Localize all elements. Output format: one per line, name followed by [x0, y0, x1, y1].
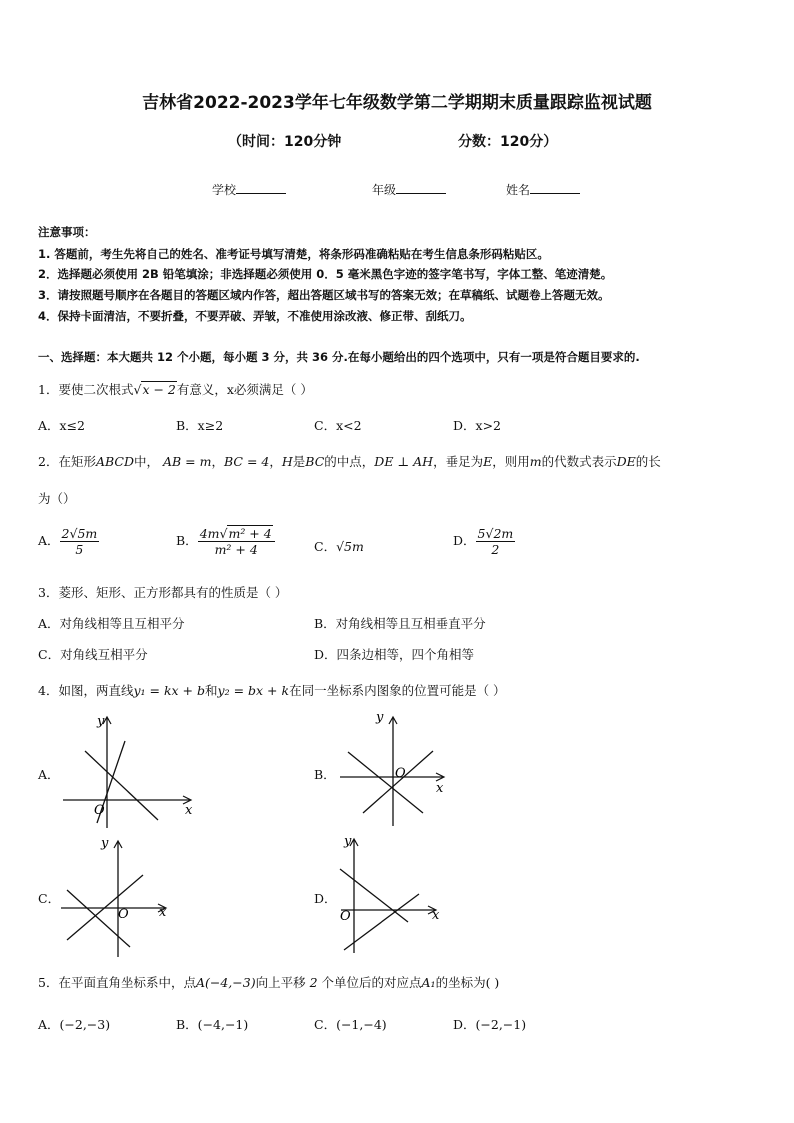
origin-label: O — [118, 907, 129, 922]
question-5: 5．在平面直角坐标系中，点A(−4,−3)向上平移 2 个单位后的对应点A₁的坐标为( ) — [38, 975, 500, 990]
q3-option-b[interactable]: B．对角线相等且互相垂直平分 — [314, 616, 486, 631]
graph-c[interactable] — [55, 832, 180, 960]
q1-option-b[interactable]: B．x≥2 — [176, 418, 224, 433]
question-3: 3．菱形、矩形、正方形都具有的性质是（ ） — [38, 585, 288, 600]
x-label: x — [159, 905, 167, 920]
x-label: x — [432, 908, 440, 923]
y-label: y — [101, 836, 109, 851]
question-2: 2．在矩形ABCD中， AB = m，BC = 4，H是BC的中点，DE ⊥ AH，垂足为E，则用m的代数式表示DE的长 — [38, 454, 661, 469]
grade-field[interactable]: 年级 — [372, 181, 446, 198]
q5-option-a[interactable]: A．(−2,−3) — [38, 1017, 111, 1032]
question-4: 4．如图，两直线y₁ = kx + b和y₂ = bx + k在同一坐标系内图象的位置可能是（ ） — [38, 683, 506, 698]
graph-a[interactable] — [55, 708, 205, 833]
graph-d[interactable] — [336, 830, 446, 958]
q4-option-b[interactable]: B． — [314, 767, 336, 782]
section-heading: 一、选择题：本大题共 12 个小题，每小题 3 分，共 36 分.在每小题给出的四个选项中，只有一项是符合题目要求的. — [38, 350, 640, 364]
time-label: （时间：120分钟 — [228, 134, 342, 150]
x-label: x — [436, 781, 444, 796]
graph-b[interactable] — [330, 706, 455, 831]
origin-label: O — [340, 909, 351, 924]
score-label: 分数：120分） — [458, 134, 558, 150]
question-1: 1．要使二次根式√x − 2有意义，x必须满足（ ） — [38, 382, 313, 397]
q1-option-a[interactable]: A．x≤2 — [38, 418, 86, 433]
question-2-line2: 为（） — [38, 491, 76, 506]
q3-option-a[interactable]: A．对角线相等且互相平分 — [38, 616, 185, 631]
note-item: 3．请按照题号顺序在各题目的答题区域内作答，超出答题区域书写的答案无效；在草稿纸、试题卷上答题无效。 — [38, 288, 610, 302]
note-item: 2．选择题必须使用 2B 铅笔填涂；非选择题必须使用 0．5 毫米黑色字迹的签字笔书写，字体工整、笔迹清楚。 — [38, 267, 613, 281]
y-label: y — [344, 834, 352, 849]
school-field[interactable]: 学校 — [212, 181, 286, 198]
x-label: x — [185, 803, 193, 818]
q4-option-a[interactable]: A． — [38, 767, 60, 782]
q2-option-c[interactable]: C．√5m — [314, 539, 364, 554]
origin-label: O — [94, 803, 105, 818]
q1-option-d[interactable]: D．x>2 — [453, 418, 501, 433]
q1-option-c[interactable]: C．x<2 — [314, 418, 362, 433]
line-2 — [363, 751, 433, 813]
radicand: x − 2 — [142, 382, 176, 397]
q5-option-b[interactable]: B．(−4,−1) — [176, 1017, 249, 1032]
q2-option-a[interactable]: A． $\frac{2√5m}{5}$ — [38, 526, 98, 557]
page-title: 吉林省2022-2023学年七年级数学第二学期期末质量跟踪监视试题 — [142, 93, 652, 113]
q4-option-d[interactable]: D． — [314, 891, 337, 906]
note-item: 1. 答题前，考生先将自己的姓名、准考证号填写清楚，将条形码准确粘贴在考生信息条形码粘贴区。 — [38, 247, 549, 261]
origin-label: O — [395, 766, 406, 781]
note-item: 4．保持卡面清洁，不要折叠，不要弄破、弄皱，不准使用涂改液、修正带、刮纸刀。 — [38, 309, 472, 323]
q3-option-d[interactable]: D．四条边相等，四个角相等 — [314, 647, 475, 662]
line-1 — [348, 752, 423, 813]
q5-option-c[interactable]: C．(−1,−4) — [314, 1017, 387, 1032]
name-field[interactable]: 姓名 — [506, 181, 580, 198]
y-label: y — [376, 710, 384, 725]
q3-option-c[interactable]: C．对角线互相平分 — [38, 647, 148, 662]
q5-option-d[interactable]: D．(−2,−1) — [453, 1017, 527, 1032]
notes-heading: 注意事项： — [38, 225, 96, 239]
q4-option-c[interactable]: C． — [38, 891, 61, 906]
q2-option-d[interactable]: D． $\frac{5√2m}{2}$ — [453, 526, 514, 557]
q2-option-b[interactable]: B． $\frac{\text{4m√m² + 4}}{\text{m² + 4}}$ — [176, 526, 275, 557]
y-label: y — [97, 714, 105, 729]
